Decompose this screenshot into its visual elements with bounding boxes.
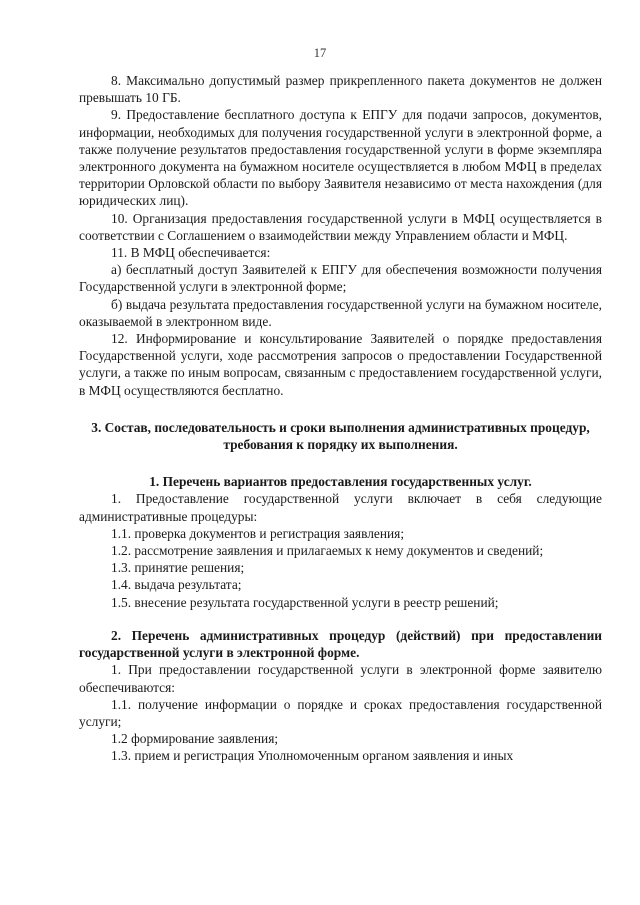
paragraph-11: 11. В МФЦ обеспечивается:	[111, 245, 271, 261]
subsection-1-heading: 1. Перечень вариантов предоставления государственных услуг.	[149, 474, 532, 490]
sub2-item-1-1: 1.1. получение информации о порядке и сроках предоставления государственной услуги;	[79, 696, 602, 729]
paragraph-10: 10. Организация предоставления государственной услуги в МФЦ осуществляется в соответствии с Соглашением о взаимодействии между Управлением области и МФЦ.	[79, 210, 602, 243]
paragraph-9: 9. Предоставление бесплатного доступа к ЕПГУ для подачи запросов, документов, информации, необходимых для получения государственной услуги в электронной форме, а также получение результатов предоставления государственной услуги в форме экземпляра электронного документа на бумажном носителе осуществляется в любом МФЦ в пределах территории Орловской области по выбору Заявителя независимо от места нахождения (для юридических лиц).	[79, 107, 602, 209]
page-body	[79, 72, 602, 765]
page-number: 17	[313, 46, 327, 60]
section-3-heading: 3. Состав, последовательность и сроки выполнения административных процедур, требования к порядку их выполнения.	[91, 419, 590, 453]
paragraph-11a: а) бесплатный доступ Заявителей к ЕПГУ для обеспечения возможности получения Государственной услуги в электронной форме;	[79, 262, 602, 295]
sub1-item-1-5: 1.5. внесение результата государственной услуги в реестр решений;	[111, 594, 499, 610]
sub1-item-1-2: 1.2. рассмотрение заявления и прилагаемых к нему документов и сведений;	[111, 543, 544, 559]
paragraph-12: 12. Информирование и консультирование Заявителей о порядке предоставления Государственной услуги, ходе рассмотрения запросов о предоставлении Государственной услуги, а также по иным вопросам, связанным с предоставлением государственной услуги, в МФЦ осуществляются бесплатно.	[79, 331, 602, 398]
sub2-item-1-3: 1.3. прием и регистрация Уполномоченным органом заявления и иных	[111, 748, 514, 764]
sub1-item-1-3: 1.3. принятие решения;	[111, 560, 245, 576]
sub1-item-1-4: 1.4. выдача результата;	[111, 577, 242, 593]
subsection-2-heading: 2. Перечень административных процедур (действий) при предоставлении государственной услуги в электронной форме.	[79, 627, 602, 661]
paragraph-8: 8. Максимально допустимый размер прикрепленного пакета документов не должен превышать 10 ГБ.	[79, 73, 602, 106]
paragraph-11b: б) выдача результата предоставления государственной услуги на бумажном носителе, оказываемой в электронном виде.	[79, 296, 602, 329]
sub1-paragraph-intro: 1. Предоставление государственной услуги включает в себя следующие административные процедуры:	[79, 491, 602, 524]
sub2-paragraph-intro: 1. При предоставлении государственной услуги в электронной форме заявителю обеспечиваются:	[79, 662, 602, 695]
sub2-item-1-2: 1.2 формирование заявления;	[111, 731, 279, 747]
sub1-item-1-1: 1.1. проверка документов и регистрация заявления;	[111, 525, 405, 541]
